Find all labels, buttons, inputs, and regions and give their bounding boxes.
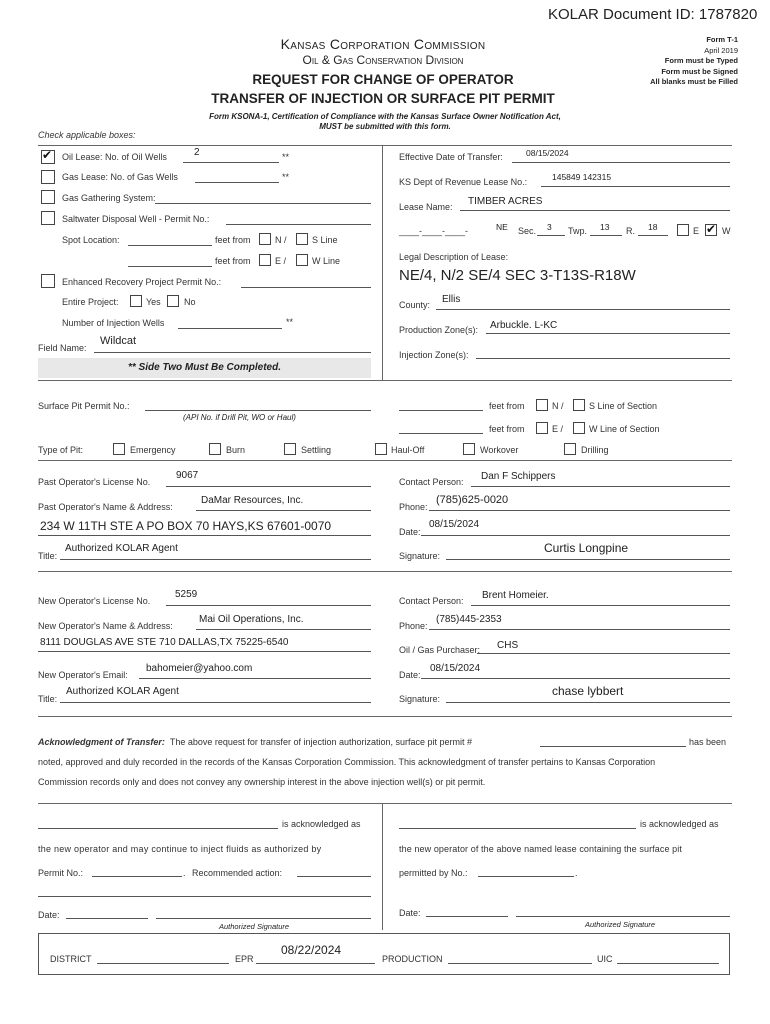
ack-right-date-line[interactable] <box>426 916 508 917</box>
type-of-pit-label: Type of Pit: <box>38 445 84 455</box>
oil-wells-stars: ** <box>282 152 290 162</box>
pit-workover-checkbox[interactable] <box>463 443 475 455</box>
past-date-line <box>421 535 730 536</box>
pit-settling-label: Settling <box>301 445 332 455</box>
new-divider <box>38 716 732 717</box>
surface-pit-label: Surface Pit Permit No.: <box>38 401 130 411</box>
past-phone-line <box>429 510 730 511</box>
range-e-label: E <box>693 226 700 236</box>
field-name-value[interactable]: Wildcat <box>100 335 137 347</box>
lease-name-line <box>460 210 730 211</box>
ack-left-auth-sig: Authorized Signature <box>219 922 290 931</box>
ack-left-is-ack: is acknowledged as <box>282 819 361 829</box>
county-line <box>436 309 730 310</box>
production-label: PRODUCTION <box>382 954 443 964</box>
new-date-line <box>421 678 730 679</box>
pit-burn-label: Burn <box>226 445 246 455</box>
ack-left-text: the new operator and may continue to inject fluids as authorized by <box>38 844 322 854</box>
mid-divider <box>38 380 732 381</box>
ks-dept-value[interactable]: 145849 142315 <box>552 172 612 182</box>
past-name-line <box>196 510 371 511</box>
pit-divider <box>38 460 732 461</box>
pit-w-line-label: W Line of Section <box>589 424 660 434</box>
past-signature-value[interactable]: Curtis Longpine <box>544 541 629 555</box>
check-applicable-label: Check applicable boxes: <box>38 130 136 140</box>
effective-date-label: Effective Date of Transfer: <box>399 152 503 162</box>
gas-gathering-line[interactable] <box>155 203 371 204</box>
oil-lease-checkbox[interactable] <box>41 150 55 164</box>
ks-dept-line <box>541 186 730 187</box>
surface-pit-line[interactable] <box>145 410 371 411</box>
range-e-checkbox[interactable] <box>677 224 689 236</box>
new-date-label: Date: <box>399 670 421 680</box>
ack-column-divider <box>382 803 383 930</box>
entire-project-yes-checkbox[interactable] <box>130 295 142 307</box>
spot-w-line-label: W Line <box>312 256 341 266</box>
ack-line-3: Commission records only and does not convey any ownership interest in the above injection well(s) or pit permit. <box>38 777 486 787</box>
new-license-label: New Operator's License No. <box>38 596 151 606</box>
ack-right-auth-sig: Authorized Signature <box>585 920 656 929</box>
document-id: KOLAR Document ID: 1787820 <box>548 6 758 23</box>
lease-name-label: Lease Name: <box>399 202 453 212</box>
uic-label: UIC <box>597 954 613 964</box>
agency-name: Kansas Corporation Commission <box>280 36 486 52</box>
pit-n-label: N / <box>552 401 564 411</box>
gas-wells-stars: ** <box>282 172 290 182</box>
swd-permit-line[interactable] <box>226 224 371 225</box>
uic-line[interactable] <box>617 963 719 964</box>
pit-feet-from-ns: feet from <box>489 401 525 411</box>
epr-value[interactable]: 08/22/2024 <box>281 943 342 957</box>
pit-n-checkbox[interactable] <box>536 399 548 411</box>
ack-divider <box>38 803 732 804</box>
pit-burn-checkbox[interactable] <box>209 443 221 455</box>
entire-project-yes-label: Yes <box>146 297 161 307</box>
oil-wells-line <box>183 162 279 163</box>
qtr-dashes: ____-____-____- <box>399 226 469 236</box>
new-title-line <box>60 702 371 703</box>
swd-label: Saltwater Disposal Well - Permit No.: <box>62 214 210 224</box>
past-title-line <box>60 559 371 560</box>
range-w-label: W <box>722 226 731 236</box>
spot-feet-ew-line[interactable] <box>128 266 212 267</box>
pit-s-line-label: S Line of Section <box>589 401 658 411</box>
past-phone-label: Phone: <box>399 502 428 512</box>
pit-emergency-checkbox[interactable] <box>113 443 125 455</box>
new-signature-value[interactable]: chase lybbert <box>552 684 624 698</box>
spot-e-checkbox[interactable] <box>259 254 271 266</box>
pit-e-label: E / <box>552 424 564 434</box>
pit-w-checkbox[interactable] <box>573 422 585 434</box>
ack-recommended-label: Recommended action: <box>192 868 283 878</box>
production-zone-value[interactable]: Arbuckle. L-KC <box>490 320 558 331</box>
legal-desc-value[interactable]: NE/4, N/2 SE/4 SEC 3-T13S-R18W <box>399 267 636 284</box>
spot-w-checkbox[interactable] <box>296 254 308 266</box>
ack-left-date-label: Date: <box>38 910 60 920</box>
lease-name-value[interactable]: TIMBER ACRES <box>468 196 543 207</box>
sec-value[interactable]: 3 <box>547 222 552 232</box>
past-license-label: Past Operator's License No. <box>38 477 151 487</box>
ack-left-date-line[interactable] <box>66 918 148 919</box>
new-date-value[interactable]: 08/15/2024 <box>430 663 481 674</box>
past-name-value[interactable]: DaMar Resources, Inc. <box>201 495 304 506</box>
range-line <box>638 235 668 236</box>
past-signature-label: Signature: <box>399 551 441 561</box>
pit-drilling-checkbox[interactable] <box>564 443 576 455</box>
new-title-label: Title: <box>38 694 58 704</box>
ack-left-name-line[interactable] <box>38 828 278 829</box>
effective-date-value[interactable]: 08/15/2024 <box>526 148 569 158</box>
past-address-value[interactable]: 234 W 11TH STE A PO BOX 70 HAYS,KS 67601-0070 <box>40 519 332 533</box>
new-contact-label: Contact Person: <box>399 596 464 606</box>
ack-right-sig-line[interactable] <box>516 916 730 917</box>
api-note: (API No. if Drill Pit, WO or Haul) <box>183 413 296 422</box>
ack-right-text: the new operator of the above named lease containing the surface pit <box>399 844 682 854</box>
district-line[interactable] <box>97 963 229 964</box>
form-number: Form T-1 <box>706 35 738 44</box>
new-email-value[interactable]: bahomeier@yahoo.com <box>146 663 253 674</box>
ack-left-sig-line[interactable] <box>156 918 371 919</box>
spot-s-line-label: S Line <box>312 235 338 245</box>
epr-label: EPR <box>235 954 254 964</box>
ack-right-is-ack: is acknowledged as <box>640 819 719 829</box>
spot-feet-from-ew: feet from <box>215 256 251 266</box>
new-contact-line <box>471 605 730 606</box>
past-date-label: Date: <box>399 527 421 537</box>
past-signature-line <box>446 559 730 560</box>
oil-lease-label: Oil Lease: No. of Oil Wells <box>62 152 167 162</box>
new-signature-label: Signature: <box>399 694 441 704</box>
pit-feet-ew-line[interactable] <box>399 433 483 434</box>
form-filled-note: All blanks must be Filled <box>650 77 738 86</box>
sec-label: Sec. <box>518 226 537 236</box>
gas-wells-line[interactable] <box>195 182 279 183</box>
ack-right-period: . <box>575 868 578 878</box>
past-contact-line <box>471 486 730 487</box>
production-zone-label: Production Zone(s): <box>399 325 479 335</box>
district-label: DISTRICT <box>50 954 92 964</box>
past-title-value[interactable]: Authorized KOLAR Agent <box>65 543 178 554</box>
spot-e-label: E / <box>275 256 287 266</box>
eor-permit-line[interactable] <box>241 287 371 288</box>
sec-line <box>537 235 565 236</box>
new-phone-line <box>429 629 730 630</box>
eor-checkbox[interactable] <box>41 274 55 288</box>
num-injection-stars: ** <box>286 317 294 327</box>
form-typed-note: Form must be Typed <box>664 56 738 65</box>
legal-desc-label: Legal Description of Lease: <box>399 252 509 262</box>
new-email-label: New Operator's Email: <box>38 670 128 680</box>
production-line[interactable] <box>448 963 592 964</box>
new-contact-value[interactable]: Brent Homeier. <box>482 590 549 601</box>
pit-feet-from-ew: feet from <box>489 424 525 434</box>
pit-settling-checkbox[interactable] <box>284 443 296 455</box>
ack-right-date-label: Date: <box>399 908 421 918</box>
new-title-value[interactable]: Authorized KOLAR Agent <box>66 686 179 697</box>
swd-checkbox[interactable] <box>41 211 55 225</box>
effective-date-line <box>512 162 730 163</box>
new-name-line <box>196 629 371 630</box>
num-injection-line[interactable] <box>178 328 282 329</box>
ack-line-1: Acknowledgment of Transfer: The above request for transfer of injection authorization, surface pit permit # <box>38 737 473 747</box>
ack-has-been: has been <box>689 737 727 747</box>
entire-project-label: Entire Project: <box>62 297 119 307</box>
entire-project-no-label: No <box>184 297 196 307</box>
new-purchaser-label: Oil / Gas Purchaser: <box>399 645 481 655</box>
form-date: April 2019 <box>704 45 738 55</box>
spot-location-label: Spot Location: <box>62 235 120 245</box>
past-address-line <box>38 535 371 536</box>
field-name-label: Field Name: <box>38 343 87 353</box>
ack-left-extra-line[interactable] <box>38 896 371 897</box>
gas-gathering-label: Gas Gathering System: <box>62 193 156 203</box>
past-license-line <box>166 486 371 487</box>
pit-workover-label: Workover <box>480 445 519 455</box>
num-injection-label: Number of Injection Wells <box>62 318 165 328</box>
division-name: Oil & Gas Conservation Division <box>302 53 464 67</box>
spot-n-label: N / <box>275 235 287 245</box>
pit-emergency-label: Emergency <box>130 445 176 455</box>
new-phone-value[interactable]: (785)445-2353 <box>436 614 502 625</box>
ks-dept-label: KS Dept of Revenue Lease No.: <box>399 177 528 187</box>
gas-lease-label: Gas Lease: No. of Gas Wells <box>62 172 178 182</box>
spot-n-checkbox[interactable] <box>259 233 271 245</box>
ack-permit-line[interactable] <box>540 746 686 747</box>
ack-permit-no-label: Permit No.: <box>38 868 84 878</box>
column-divider <box>382 145 383 380</box>
pit-haul-off-label: Haul-Off <box>391 445 425 455</box>
new-signature-line <box>446 702 730 703</box>
gas-gathering-checkbox[interactable] <box>41 190 55 204</box>
form-signed-note: Form must be Signed <box>661 66 738 76</box>
new-name-label: New Operator's Name & Address: <box>38 621 173 631</box>
side-two-banner: ** Side Two Must Be Completed. <box>38 358 371 378</box>
pit-e-checkbox[interactable] <box>536 422 548 434</box>
entire-project-no-checkbox[interactable] <box>167 295 179 307</box>
range-w-checkbox[interactable] <box>705 224 717 236</box>
ack-permitted-by-label: permitted by No.: <box>399 868 468 878</box>
title-line-1: REQUEST FOR CHANGE OF OPERATOR <box>252 72 514 87</box>
new-license-value[interactable]: 5259 <box>175 589 198 600</box>
spot-s-checkbox[interactable] <box>296 233 308 245</box>
ack-permit-no-line[interactable] <box>92 876 182 877</box>
county-label: County: <box>399 300 431 310</box>
new-address-value[interactable]: 8111 DOUGLAS AVE STE 710 DALLAS,TX 75225-6540 <box>40 637 289 648</box>
past-title-label: Title: <box>38 551 58 561</box>
new-purchaser-line <box>477 653 730 654</box>
ack-right-name-line[interactable] <box>399 828 636 829</box>
form-info <box>650 35 738 88</box>
past-divider <box>38 571 732 572</box>
injection-zone-label: Injection Zone(s): <box>399 350 469 360</box>
new-email-line <box>139 678 371 679</box>
past-name-label: Past Operator's Name & Address: <box>38 502 173 512</box>
injection-zone-line[interactable] <box>476 358 730 359</box>
gas-lease-checkbox[interactable] <box>41 170 55 184</box>
spot-feet-from-ns: feet from <box>215 235 251 245</box>
new-license-line <box>166 605 371 606</box>
county-value[interactable]: Ellis <box>442 294 461 305</box>
pit-feet-ns-line[interactable] <box>399 410 483 411</box>
title-line-2: TRANSFER OF INJECTION OR SURFACE PIT PERMIT <box>211 91 555 106</box>
ack-period: . <box>183 868 186 878</box>
spot-feet-ns-line[interactable] <box>128 245 212 246</box>
past-license-value[interactable]: 9067 <box>176 470 199 481</box>
field-name-line <box>94 352 371 353</box>
range-value[interactable]: 18 <box>648 222 658 232</box>
qtr-value[interactable]: NE <box>496 222 508 232</box>
twp-line <box>590 235 622 236</box>
past-phone-value[interactable]: (785)625-0020 <box>436 494 509 506</box>
ack-recommended-line[interactable] <box>297 876 371 877</box>
twp-label: Twp. <box>568 226 588 236</box>
past-contact-value[interactable]: Dan F Schippers <box>481 471 556 482</box>
top-divider <box>38 145 732 146</box>
past-date-value[interactable]: 08/15/2024 <box>429 519 480 530</box>
pit-s-checkbox[interactable] <box>573 399 585 411</box>
oil-wells-value[interactable]: 2 <box>194 147 200 158</box>
eor-label: Enhanced Recovery Project Permit No.: <box>62 277 222 287</box>
new-purchaser-value[interactable]: CHS <box>497 640 519 651</box>
ksona-note: Form KSONA-1, Certification of Compliance with the Kansas Surface Owner Notification Act, MUST be submitted with this form. <box>209 112 561 131</box>
range-label: R. <box>626 226 635 236</box>
new-address-line <box>38 651 371 652</box>
production-zone-line <box>486 333 730 334</box>
epr-line <box>256 963 375 964</box>
ack-permitted-by-line[interactable] <box>478 876 574 877</box>
past-contact-label: Contact Person: <box>399 477 464 487</box>
pit-haul-off-checkbox[interactable] <box>375 443 387 455</box>
new-phone-label: Phone: <box>399 621 428 631</box>
pit-drilling-label: Drilling <box>581 445 609 455</box>
twp-value[interactable]: 13 <box>600 222 610 232</box>
new-name-value[interactable]: Mai Oil Operations, Inc. <box>199 614 304 625</box>
ack-line-2: noted, approved and duly recorded in the records of the Kansas Corporation Commission. This acknowledgment of transfer pertains to Kansas Corporation <box>38 757 656 767</box>
